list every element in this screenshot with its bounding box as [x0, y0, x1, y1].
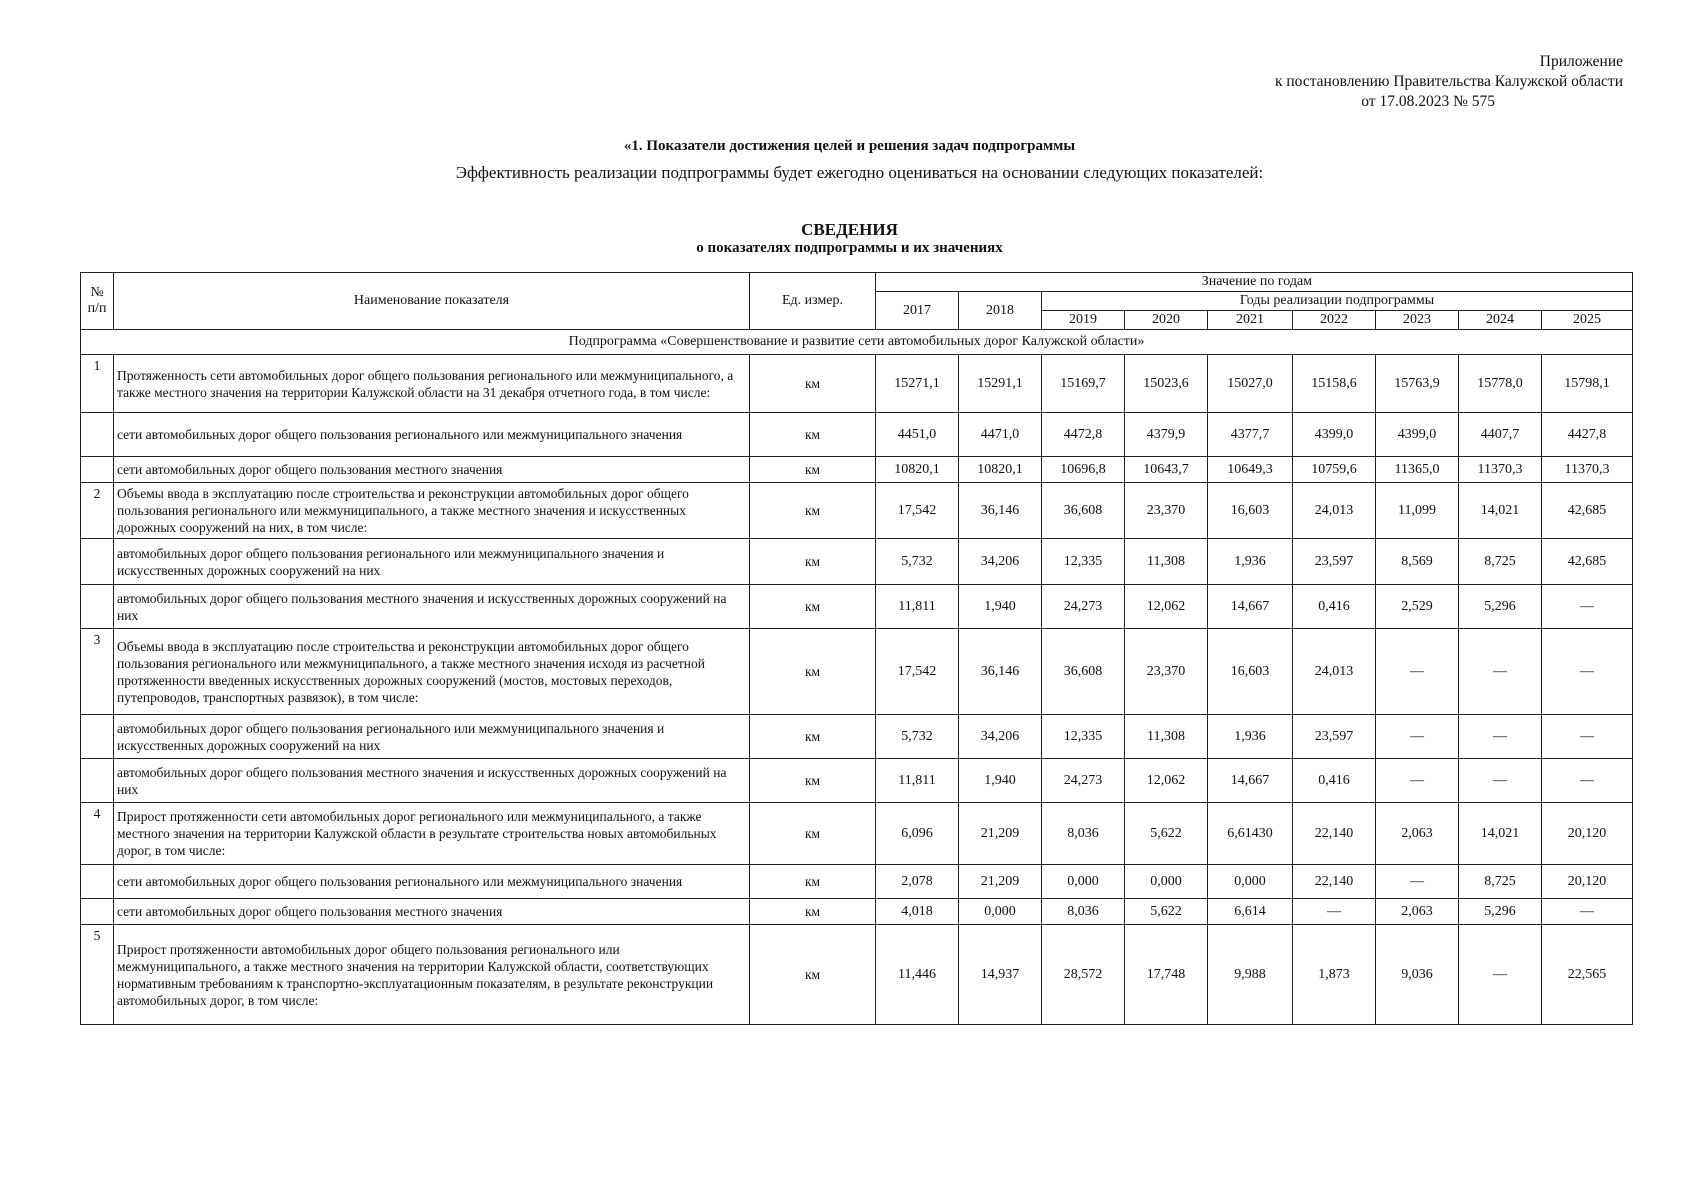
indicator-unit: км [750, 629, 876, 715]
indicator-unit: км [750, 803, 876, 865]
row-number [81, 539, 114, 585]
indicator-unit: км [750, 413, 876, 457]
header-year-2021: 2021 [1208, 311, 1293, 330]
value-2025: 42,685 [1542, 483, 1633, 539]
value-2020: 10643,7 [1125, 457, 1208, 483]
value-2022: 22,140 [1293, 803, 1376, 865]
value-2020: 23,370 [1125, 629, 1208, 715]
value-2018: 34,206 [959, 715, 1042, 759]
header-year-2023: 2023 [1376, 311, 1459, 330]
indicator-name: сети автомобильных дорог общего пользования регионального или межмуниципального значения [114, 413, 750, 457]
row-number: 5 [81, 925, 114, 1025]
value-2022: 24,013 [1293, 483, 1376, 539]
header-year-2020: 2020 [1125, 311, 1208, 330]
value-2025: 22,565 [1542, 925, 1633, 1025]
value-2024: — [1459, 715, 1542, 759]
value-2025: — [1542, 759, 1633, 803]
value-2021: 1,936 [1208, 539, 1293, 585]
value-2017: 11,446 [876, 925, 959, 1025]
value-2018: 1,940 [959, 759, 1042, 803]
value-2021: 6,614 [1208, 899, 1293, 925]
value-2017: 11,811 [876, 585, 959, 629]
indicators-table [80, 272, 1633, 1025]
table-row [81, 457, 1633, 483]
value-2021: 14,667 [1208, 585, 1293, 629]
row-number: 3 [81, 629, 114, 715]
value-2019: 12,335 [1042, 539, 1125, 585]
indicator-unit: км [750, 715, 876, 759]
header-year-2024: 2024 [1459, 311, 1542, 330]
value-2022: 0,416 [1293, 759, 1376, 803]
row-number [81, 899, 114, 925]
indicator-name: Прирост протяженности автомобильных дорог общего пользования регионального или межмуниципального, а также местного значения на территории Калужской области, соответствующих нормативным требованиям к транспортно-эксплуатационным показателям, в результате реконструкции автомобильных дорог, в том числе: [114, 925, 750, 1025]
value-2018: 15291,1 [959, 355, 1042, 413]
table-row [81, 483, 1633, 539]
value-2018: 1,940 [959, 585, 1042, 629]
table-row [81, 355, 1633, 413]
value-2021: 14,667 [1208, 759, 1293, 803]
value-2024: 11370,3 [1459, 457, 1542, 483]
table-body [81, 330, 1633, 1025]
header-year-2017: 2017 [876, 292, 959, 330]
value-2017: 6,096 [876, 803, 959, 865]
value-2023: — [1376, 759, 1459, 803]
value-2019: 4472,8 [1042, 413, 1125, 457]
indicator-name: сети автомобильных дорог общего пользования местного значения [114, 457, 750, 483]
indicator-unit: км [750, 539, 876, 585]
header-unit: Ед. измер. [750, 273, 876, 330]
value-2021: 16,603 [1208, 483, 1293, 539]
value-2019: 15169,7 [1042, 355, 1125, 413]
indicator-name: автомобильных дорог общего пользования регионального или межмуниципального значения и искусственных дорожных сооружений на них [114, 715, 750, 759]
section-intro-text: Эффективность реализации подпрограммы будет ежегодно оцениваться на основании следующих показателей: [455, 163, 1264, 182]
value-2024: 14,021 [1459, 803, 1542, 865]
value-2020: 4379,9 [1125, 413, 1208, 457]
value-2025: — [1542, 899, 1633, 925]
value-2018: 34,206 [959, 539, 1042, 585]
table-row [81, 925, 1633, 1025]
value-2025: 11370,3 [1542, 457, 1633, 483]
value-2017: 2,078 [876, 865, 959, 899]
value-2023: 11365,0 [1376, 457, 1459, 483]
value-2021: 9,988 [1208, 925, 1293, 1025]
table-row [81, 803, 1633, 865]
table-header [81, 273, 1633, 330]
value-2018: 21,209 [959, 865, 1042, 899]
indicator-name: Объемы ввода в эксплуатацию после строительства и реконструкции автомобильных дорог общего пользования регионального или межмуниципального, а также местного значения исходя из расчетной протяженности введенных искусственных дорожных сооружений (мостов, мостовых переходов, путепроводов, транспортных развязок), в том числе: [114, 629, 750, 715]
value-2020: 15023,6 [1125, 355, 1208, 413]
value-2017: 5,732 [876, 539, 959, 585]
table-row [81, 715, 1633, 759]
value-2017: 10820,1 [876, 457, 959, 483]
value-2020: 11,308 [1125, 539, 1208, 585]
value-2024: 4407,7 [1459, 413, 1542, 457]
value-2022: — [1293, 899, 1376, 925]
indicator-unit: км [750, 457, 876, 483]
value-2019: 12,335 [1042, 715, 1125, 759]
header-year-2022: 2022 [1293, 311, 1376, 330]
value-2022: 22,140 [1293, 865, 1376, 899]
table-row [81, 585, 1633, 629]
header-values-by-year: Значение по годам [876, 273, 1633, 292]
appendix-block [1275, 52, 1623, 112]
value-2017: 17,542 [876, 483, 959, 539]
value-2023: 2,529 [1376, 585, 1459, 629]
value-2024: — [1459, 925, 1542, 1025]
value-2025: — [1542, 715, 1633, 759]
value-2020: 5,622 [1125, 899, 1208, 925]
value-2022: 23,597 [1293, 539, 1376, 585]
value-2017: 5,732 [876, 715, 959, 759]
table-row [81, 899, 1633, 925]
header-implementation-years: Годы реализации подпрограммы [1042, 292, 1633, 311]
table-row [81, 865, 1633, 899]
value-2019: 10696,8 [1042, 457, 1125, 483]
value-2018: 21,209 [959, 803, 1042, 865]
value-2020: 17,748 [1125, 925, 1208, 1025]
value-2021: 0,000 [1208, 865, 1293, 899]
value-2025: 42,685 [1542, 539, 1633, 585]
table-row [81, 413, 1633, 457]
indicator-name: автомобильных дорог общего пользования местного значения и искусственных дорожных сооружений на них [114, 585, 750, 629]
section-intro [0, 163, 1699, 183]
row-number [81, 715, 114, 759]
value-2022: 23,597 [1293, 715, 1376, 759]
header-year-2019: 2019 [1042, 311, 1125, 330]
value-2022: 4399,0 [1293, 413, 1376, 457]
indicator-name: Объемы ввода в эксплуатацию после строительства и реконструкции автомобильных дорог общего пользования регионального или межмуниципального, а также местного значения и искусственных дорожных сооружений на них, в том числе: [114, 483, 750, 539]
value-2019: 8,036 [1042, 899, 1125, 925]
indicator-name: сети автомобильных дорог общего пользования регионального или межмуниципального значения [114, 865, 750, 899]
value-2018: 14,937 [959, 925, 1042, 1025]
value-2022: 24,013 [1293, 629, 1376, 715]
value-2024: 8,725 [1459, 539, 1542, 585]
appendix-resolution: к постановлению Правительства Калужской области [1274, 73, 1623, 90]
value-2019: 28,572 [1042, 925, 1125, 1025]
value-2023: — [1376, 629, 1459, 715]
indicator-name: автомобильных дорог общего пользования регионального или межмуниципального значения и искусственных дорожных сооружений на них [114, 539, 750, 585]
row-number [81, 865, 114, 899]
header-year-2025: 2025 [1542, 311, 1633, 330]
indicator-unit: км [750, 925, 876, 1025]
value-2020: 5,622 [1125, 803, 1208, 865]
value-2024: — [1459, 629, 1542, 715]
value-2024: 5,296 [1459, 585, 1542, 629]
value-2022: 10759,6 [1293, 457, 1376, 483]
appendix-date: от 17.08.2023 № 575 [1361, 93, 1495, 110]
value-2020: 12,062 [1125, 759, 1208, 803]
row-number [81, 413, 114, 457]
appendix-title: Приложение [1539, 53, 1623, 70]
value-2022: 15158,6 [1293, 355, 1376, 413]
value-2023: 2,063 [1376, 899, 1459, 925]
header-year-2018: 2018 [959, 292, 1042, 330]
indicator-name: Прирост протяженности сети автомобильных дорог регионального или межмуниципального, а также местного значения на территории Калужской области в результате строительства новых автомобильных дорог, в том числе: [114, 803, 750, 865]
indicator-unit: км [750, 355, 876, 413]
value-2018: 36,146 [959, 629, 1042, 715]
value-2023: 4399,0 [1376, 413, 1459, 457]
row-number [81, 759, 114, 803]
value-2018: 0,000 [959, 899, 1042, 925]
value-2023: 8,569 [1376, 539, 1459, 585]
value-2023: 2,063 [1376, 803, 1459, 865]
value-2020: 23,370 [1125, 483, 1208, 539]
value-2023: 15763,9 [1376, 355, 1459, 413]
value-2018: 4471,0 [959, 413, 1042, 457]
value-2023: 9,036 [1376, 925, 1459, 1025]
subprogram-title: Подпрограмма «Совершенствование и развитие сети автомобильных дорог Калужской области» [81, 330, 1633, 355]
table-row [81, 759, 1633, 803]
value-2024: 5,296 [1459, 899, 1542, 925]
value-2024: 15778,0 [1459, 355, 1542, 413]
table-caption-subtitle: о показателях подпрограммы и их значениях [696, 240, 1003, 256]
table-row [81, 539, 1633, 585]
value-2025: 4427,8 [1542, 413, 1633, 457]
value-2019: 0,000 [1042, 865, 1125, 899]
header-no: № п/п [81, 273, 114, 330]
value-2020: 12,062 [1125, 585, 1208, 629]
value-2020: 0,000 [1125, 865, 1208, 899]
value-2017: 17,542 [876, 629, 959, 715]
value-2024: 14,021 [1459, 483, 1542, 539]
value-2018: 10820,1 [959, 457, 1042, 483]
value-2024: 8,725 [1459, 865, 1542, 899]
value-2022: 0,416 [1293, 585, 1376, 629]
indicator-unit: км [750, 483, 876, 539]
value-2019: 24,273 [1042, 759, 1125, 803]
indicator-unit: км [750, 585, 876, 629]
value-2025: — [1542, 629, 1633, 715]
indicator-unit: км [750, 865, 876, 899]
value-2017: 15271,1 [876, 355, 959, 413]
value-2023: — [1376, 715, 1459, 759]
value-2021: 10649,3 [1208, 457, 1293, 483]
value-2019: 36,608 [1042, 483, 1125, 539]
value-2025: 15798,1 [1542, 355, 1633, 413]
value-2019: 8,036 [1042, 803, 1125, 865]
row-number [81, 585, 114, 629]
row-number: 4 [81, 803, 114, 865]
value-2017: 11,811 [876, 759, 959, 803]
table-caption [0, 220, 1699, 258]
value-2025: 20,120 [1542, 803, 1633, 865]
section-heading: «1. Показатели достижения целей и решения задач подпрограммы [623, 138, 1076, 154]
value-2025: — [1542, 585, 1633, 629]
indicator-name: сети автомобильных дорог общего пользования местного значения [114, 899, 750, 925]
indicator-unit: км [750, 759, 876, 803]
value-2021: 6,61430 [1208, 803, 1293, 865]
value-2018: 36,146 [959, 483, 1042, 539]
header-name: Наименование показателя [114, 273, 750, 330]
value-2025: 20,120 [1542, 865, 1633, 899]
row-number: 2 [81, 483, 114, 539]
value-2019: 36,608 [1042, 629, 1125, 715]
value-2023: — [1376, 865, 1459, 899]
value-2022: 1,873 [1293, 925, 1376, 1025]
value-2023: 11,099 [1376, 483, 1459, 539]
value-2021: 4377,7 [1208, 413, 1293, 457]
indicator-name: Протяженность сети автомобильных дорог общего пользования регионального или межмуниципального, а также местного значения на территории Калужской области на 31 декабря отчетного года, в том числе: [114, 355, 750, 413]
row-number: 1 [81, 355, 114, 413]
indicator-unit: км [750, 899, 876, 925]
row-number [81, 457, 114, 483]
value-2017: 4,018 [876, 899, 959, 925]
value-2020: 11,308 [1125, 715, 1208, 759]
value-2021: 16,603 [1208, 629, 1293, 715]
value-2021: 15027,0 [1208, 355, 1293, 413]
value-2019: 24,273 [1042, 585, 1125, 629]
value-2024: — [1459, 759, 1542, 803]
indicator-name: автомобильных дорог общего пользования местного значения и искусственных дорожных сооружений на них [114, 759, 750, 803]
table-row [81, 629, 1633, 715]
value-2017: 4451,0 [876, 413, 959, 457]
table-caption-title: СВЕДЕНИЯ [801, 220, 898, 239]
value-2021: 1,936 [1208, 715, 1293, 759]
